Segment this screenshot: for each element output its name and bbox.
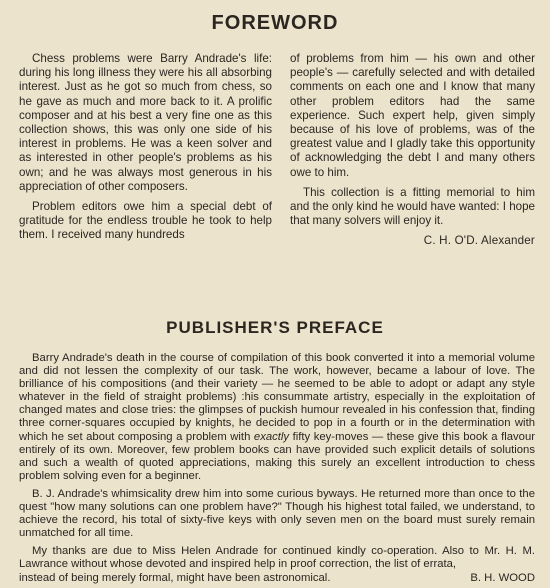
preface-title: PUBLISHER'S PREFACE xyxy=(166,318,384,337)
foreword-title: FOREWORD xyxy=(211,12,339,34)
foreword-paragraph-2: Problem editors owe him a special debt of gratitude for the endless trouble he took to help them. I received many hundreds xyxy=(19,200,272,242)
preface-paragraph-1-text: Barry Andrade's death in the course of compilation of this book converted it into a memorial volume and did not lessen the complexity of our task. The work, however, became a labour of love. The brilliance of his compositions (and their variety — he seemed to be able to adopt or adapt any style whatever in the field of straight problems) :his consummate artistry, especially in the exploitation of changed mates and close tries: the glimpses of puckish humour revealed in his confession that, finding three corner-squares occupied by knights, he decided to pop in a fourth or in the determination with which he set about composing a problem with xyxy=(19,352,535,443)
foreword-signature: C. H. O'D. Alexander xyxy=(423,234,535,248)
emphasis-exactly: exactly xyxy=(253,430,290,443)
foreword-paragraph-1: Chess problems were Barry Andrade's life: during his long illness they were his all absorbing interest. Just as he got so much from chess, so he gave as much and more back to it. A prolific composer and at his best a very fine one as this collection shows, this was only one side of his interest in problems. He was a keen solver and as interested in other people's problems as his own; and he was always most generous in his appreciation of other composers. xyxy=(19,52,272,193)
foreword-left-column xyxy=(19,52,272,249)
preface-signature: B. H. WOOD xyxy=(470,571,535,584)
preface-last-line xyxy=(19,572,535,585)
preface-paragraph-3-end: instead of being merely formal, might have been astronomical. xyxy=(19,571,331,584)
foreword-paragraph-3: This collection is a fitting memorial to him and the only kind he would have wanted: I hope that many solvers will enjoy it. xyxy=(290,185,535,228)
foreword-right-column xyxy=(290,52,535,249)
preface-paragraph-1 xyxy=(19,352,535,483)
preface-paragraph-1-text-end: fifty key-moves — these give this book a flavour entirely of its own. Moreover, few problem books can have provided such explicit details of solutions and such a wealth of quoted appreciations, making this surely an excellent introduction to chess problem solving even for a beginner. xyxy=(19,430,536,482)
preface-paragraph-3: My thanks are due to Miss Helen Andrade for continued kindly co-operation. Also to Mr. H. M. Lawrance without whose devoted and inspired help in proof correction, the list of errata, xyxy=(19,545,535,571)
preface-body xyxy=(19,352,535,585)
foreword-paragraph-2-continued: of problems from him — his own and other people's — carefully selected and with detailed comments on each one and I know that many other problem editors had the same experience. Such expert help, given simply because of his love of problems, was of the greatest value and I gladly take this opportunity of acknowledging the debt I and many others owe to him. xyxy=(290,52,535,179)
preface-paragraph-2: B. J. Andrade's whimsicality drew him into some curious byways. He returned more than once to the quest "how many solutions can one problem have?" Though his highest total failed, we understand, to achieve the record, his total of sixty-five keys with only seven men on the board must surely remain unmatched for all time. xyxy=(19,487,535,540)
